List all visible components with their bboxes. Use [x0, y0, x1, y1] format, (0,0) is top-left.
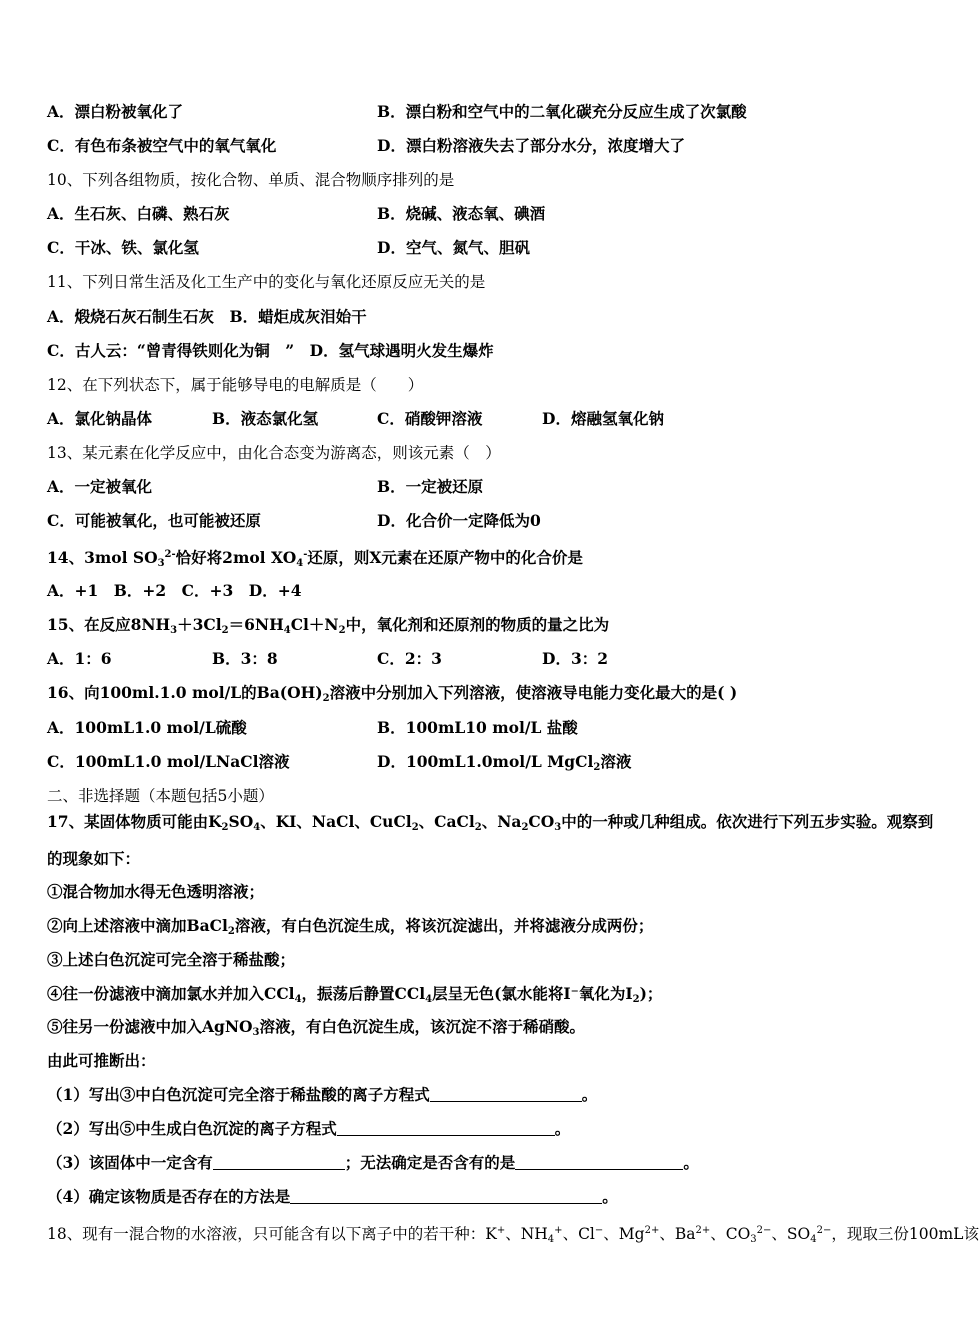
q17-text: 、CaCl: [418, 812, 475, 831]
q14-stem-mid: 恰好将2mol XO: [175, 548, 297, 567]
q18-sup: 2−: [756, 1225, 772, 1236]
q18-sup: 2−: [816, 1225, 832, 1236]
q18-sup: +: [554, 1225, 563, 1236]
q17-inference: 由此可推断出：: [47, 1051, 156, 1070]
q12-option-d: D．熔融氢氧化钠: [542, 409, 664, 428]
q18-sup: 2+: [695, 1225, 711, 1236]
period: 。: [602, 1187, 618, 1206]
q14-sub: 4: [296, 558, 304, 569]
q17-step4-mid: ，振荡后静置CCl: [301, 984, 426, 1003]
q16-option-a: A．100mL1.0 mol/L硫酸: [47, 718, 247, 737]
q17-step-2: [47, 916, 653, 942]
q11-options-ab: A．煅烧石灰石制生石灰 B．蜡炬成灰泪始干: [47, 307, 367, 326]
q18-mid: 、SO: [771, 1225, 811, 1243]
q17-step-3: ③上述白色沉淀可完全溶于稀盐酸；: [47, 950, 296, 969]
q17-step4-mid: 层呈无色(氯水能将I⁻氧化为I: [432, 984, 633, 1003]
q17-sub: 2: [411, 822, 419, 833]
q15-sub: 3: [170, 625, 178, 636]
q17-step-4: [47, 984, 662, 1010]
q17-step4-sub: 4: [425, 994, 433, 1005]
q18-sub: 4: [810, 1234, 817, 1245]
q18-sup: −: [594, 1225, 604, 1236]
q12-option-c: C．硝酸钾溶液: [377, 409, 483, 428]
q13-option-b: B．一定被还原: [377, 477, 484, 496]
q18-mid: 、Mg: [603, 1225, 645, 1243]
q12-option-a: A．氯化钠晶体: [47, 409, 153, 428]
q15-stem: [47, 615, 609, 641]
q13-option-d: D．化合价一定降低为0: [377, 511, 541, 530]
q9-option-b: B．漂白粉和空气中的二氧化碳充分反应生成了次氯酸: [377, 102, 747, 121]
q17-part1-text: （1）写出③中白色沉淀可完全溶于稀盐酸的离子方程式: [47, 1085, 430, 1104]
q9-option-c: C．有色布条被空气中的氧气氧化: [47, 136, 277, 155]
q16-stem: [47, 683, 737, 709]
q17-text: 中的一种或几种组成。依次进行下列五步实验。观察到: [561, 812, 934, 831]
q17-step4-sub: 2: [632, 994, 640, 1005]
q17-sub: 2: [221, 822, 229, 833]
q17-step4-post: )；: [639, 984, 663, 1003]
q18-sup: 2+: [644, 1225, 660, 1236]
q18-mid: 、Cl: [562, 1225, 595, 1243]
q17-sub: 3: [554, 822, 562, 833]
q11-stem: 11、下列日常生活及化工生产中的变化与氧化还原反应无关的是: [47, 273, 486, 291]
period: 。: [554, 1119, 571, 1138]
q17-sub: 2: [474, 822, 482, 833]
q10-stem: 10、下列各组物质，按化合物、单质、混合物顺序排列的是: [47, 171, 455, 189]
q16-option-c: C．100mL1.0 mol/LNaCl溶液: [47, 752, 290, 771]
q17-part-4: [47, 1187, 618, 1207]
q14-sup: -: [303, 549, 308, 560]
q17-part2-text: （2）写出⑤中生成白色沉淀的离子方程式: [47, 1119, 337, 1138]
q18-stem: [47, 1221, 979, 1250]
q17-stem-line1: [47, 812, 933, 838]
q18-mid: 、NH: [505, 1225, 548, 1243]
q17-step-5: [47, 1017, 585, 1043]
q16-post: 溶液中分别加入下列溶液，使溶液导电能力变化最大的是( ): [329, 683, 738, 702]
q17-part3-text: （3）该固体中一定含有: [47, 1153, 213, 1172]
q13-stem: 13、某元素在化学反应中，由化合态变为游离态，则该元素（ ）: [47, 444, 501, 462]
q15-option-d: D．3：2: [542, 649, 609, 668]
q15-mid: ＋3Cl: [177, 615, 222, 634]
q17-text: 、KI、NaCl、CuCl: [260, 812, 412, 831]
q17-step2-pre: ②向上述溶液中滴加BaCl: [47, 916, 228, 935]
q17-part3-text: ；无法确定是否含有的是: [344, 1153, 516, 1172]
q17-sub: 4: [253, 822, 261, 833]
q16-d-pre: D．100mL1.0mol/L MgCl: [377, 752, 594, 771]
q10-option-a: A．生石灰、白磷、熟石灰: [47, 204, 230, 223]
answer-blank[interactable]: [430, 1087, 582, 1102]
q17-text: CO: [528, 812, 555, 831]
q17-step4-pre: ④往一份滤液中滴加氯水并加入CCl: [47, 984, 295, 1003]
q17-part-2: [47, 1119, 570, 1139]
q18-sup: +: [496, 1225, 506, 1236]
q15-sub: 2: [221, 625, 229, 636]
q16-d-sub: 2: [593, 762, 601, 773]
section-heading: 二、非选择题（本题包括5小题）: [47, 787, 274, 805]
q18-mid: 、Ba: [659, 1225, 696, 1243]
q10-option-b: B．烧碱、液态氧、碘酒: [377, 204, 546, 223]
q15-pre: 15、在反应8NH: [47, 615, 171, 634]
q17-stem-line2: 的现象如下：: [47, 849, 141, 868]
q9-option-a: A．漂白粉被氧化了: [47, 102, 184, 121]
q17-step5-sub: 3: [252, 1027, 260, 1038]
q17-step2-sub: 2: [227, 926, 235, 937]
q17-part4-text: （4）确定该物质是否存在的方法是: [47, 1187, 291, 1206]
q18-mid: 、CO: [710, 1225, 751, 1243]
q15-mid: ＝6NH: [228, 615, 284, 634]
q17-step5-post: 溶液，有白色沉淀生成，该沉淀不溶于稀硝酸。: [259, 1017, 586, 1036]
q18-post: ，现取三份100mL该: [831, 1225, 979, 1243]
q13-option-c: C．可能被氧化，也可能被还原: [47, 511, 261, 530]
q17-sub: 2: [521, 822, 529, 833]
q17-step-1: ①混合物加水得无色透明溶液；: [47, 882, 265, 901]
q17-step4-sub: 4: [294, 994, 302, 1005]
q16-sub: 2: [322, 693, 330, 704]
q17-part-1: [47, 1085, 597, 1105]
q17-step2-post: 溶液，有白色沉淀生成，将该沉淀滤出，并将滤液分成两份；: [234, 916, 654, 935]
q15-sub: 2: [338, 625, 346, 636]
q11-options-cd: C．古人云：“曾青得铁则化为铜 ” D．氢气球遇明火发生爆炸: [47, 341, 494, 360]
answer-blank[interactable]: [515, 1155, 683, 1170]
answer-blank[interactable]: [213, 1155, 345, 1170]
q17-text: SO: [228, 812, 254, 831]
q15-mid: Cl＋N: [290, 615, 339, 634]
q14-options: A．+1 B．+2 C．+3 D．+4: [47, 581, 302, 600]
q12-stem: 12、在下列状态下，属于能够导电的电解质是（ ）: [47, 376, 424, 394]
q16-option-d: [377, 752, 631, 778]
q14-stem-pre: 14、3mol SO: [47, 548, 158, 567]
q17-text: 17、某固体物质可能由K: [47, 812, 222, 831]
period: 。: [683, 1153, 699, 1172]
q18-sub: 3: [750, 1234, 757, 1245]
q14-sup: 2-: [164, 549, 176, 560]
q17-part-3: [47, 1153, 699, 1173]
q14-stem: [47, 545, 583, 574]
q10-option-d: D．空气、氮气、胆矾: [377, 238, 530, 257]
q12-option-b: B．液态氯化氢: [212, 409, 319, 428]
q17-text: 、Na: [481, 812, 522, 831]
q13-option-a: A．一定被氧化: [47, 477, 153, 496]
q14-stem-post: 还原，则X元素在还原产物中的化合价是: [307, 548, 583, 567]
q15-option-b: B．3：8: [212, 649, 278, 668]
q18-pre: 18、现有一混合物的水溶液，只可能含有以下离子中的若干种：K: [47, 1225, 497, 1243]
answer-blank[interactable]: [290, 1189, 602, 1204]
q17-step5-pre: ⑤往另一份滤液中加入AgNO: [47, 1017, 253, 1036]
q16-option-b: B．100mL10 mol/L 盐酸: [377, 718, 578, 737]
q18-sub: 4: [547, 1234, 555, 1245]
q15-sub: 4: [283, 625, 291, 636]
q10-option-c: C．干冰、铁、氯化氢: [47, 238, 199, 257]
q15-post: 中，氧化剂和还原剂的物质的量之比为: [345, 615, 610, 634]
period: 。: [581, 1085, 598, 1104]
answer-blank[interactable]: [337, 1121, 555, 1136]
q14-sub: 3: [157, 558, 165, 569]
q9-option-d: D．漂白粉溶液失去了部分水分，浓度增大了: [377, 136, 685, 155]
q16-pre: 16、向100ml.1.0 mol/L的Ba(OH): [47, 683, 323, 702]
q16-d-post: 溶液: [600, 752, 632, 771]
q15-option-c: C．2：3: [377, 649, 442, 668]
q15-option-a: A．1：6: [47, 649, 112, 668]
